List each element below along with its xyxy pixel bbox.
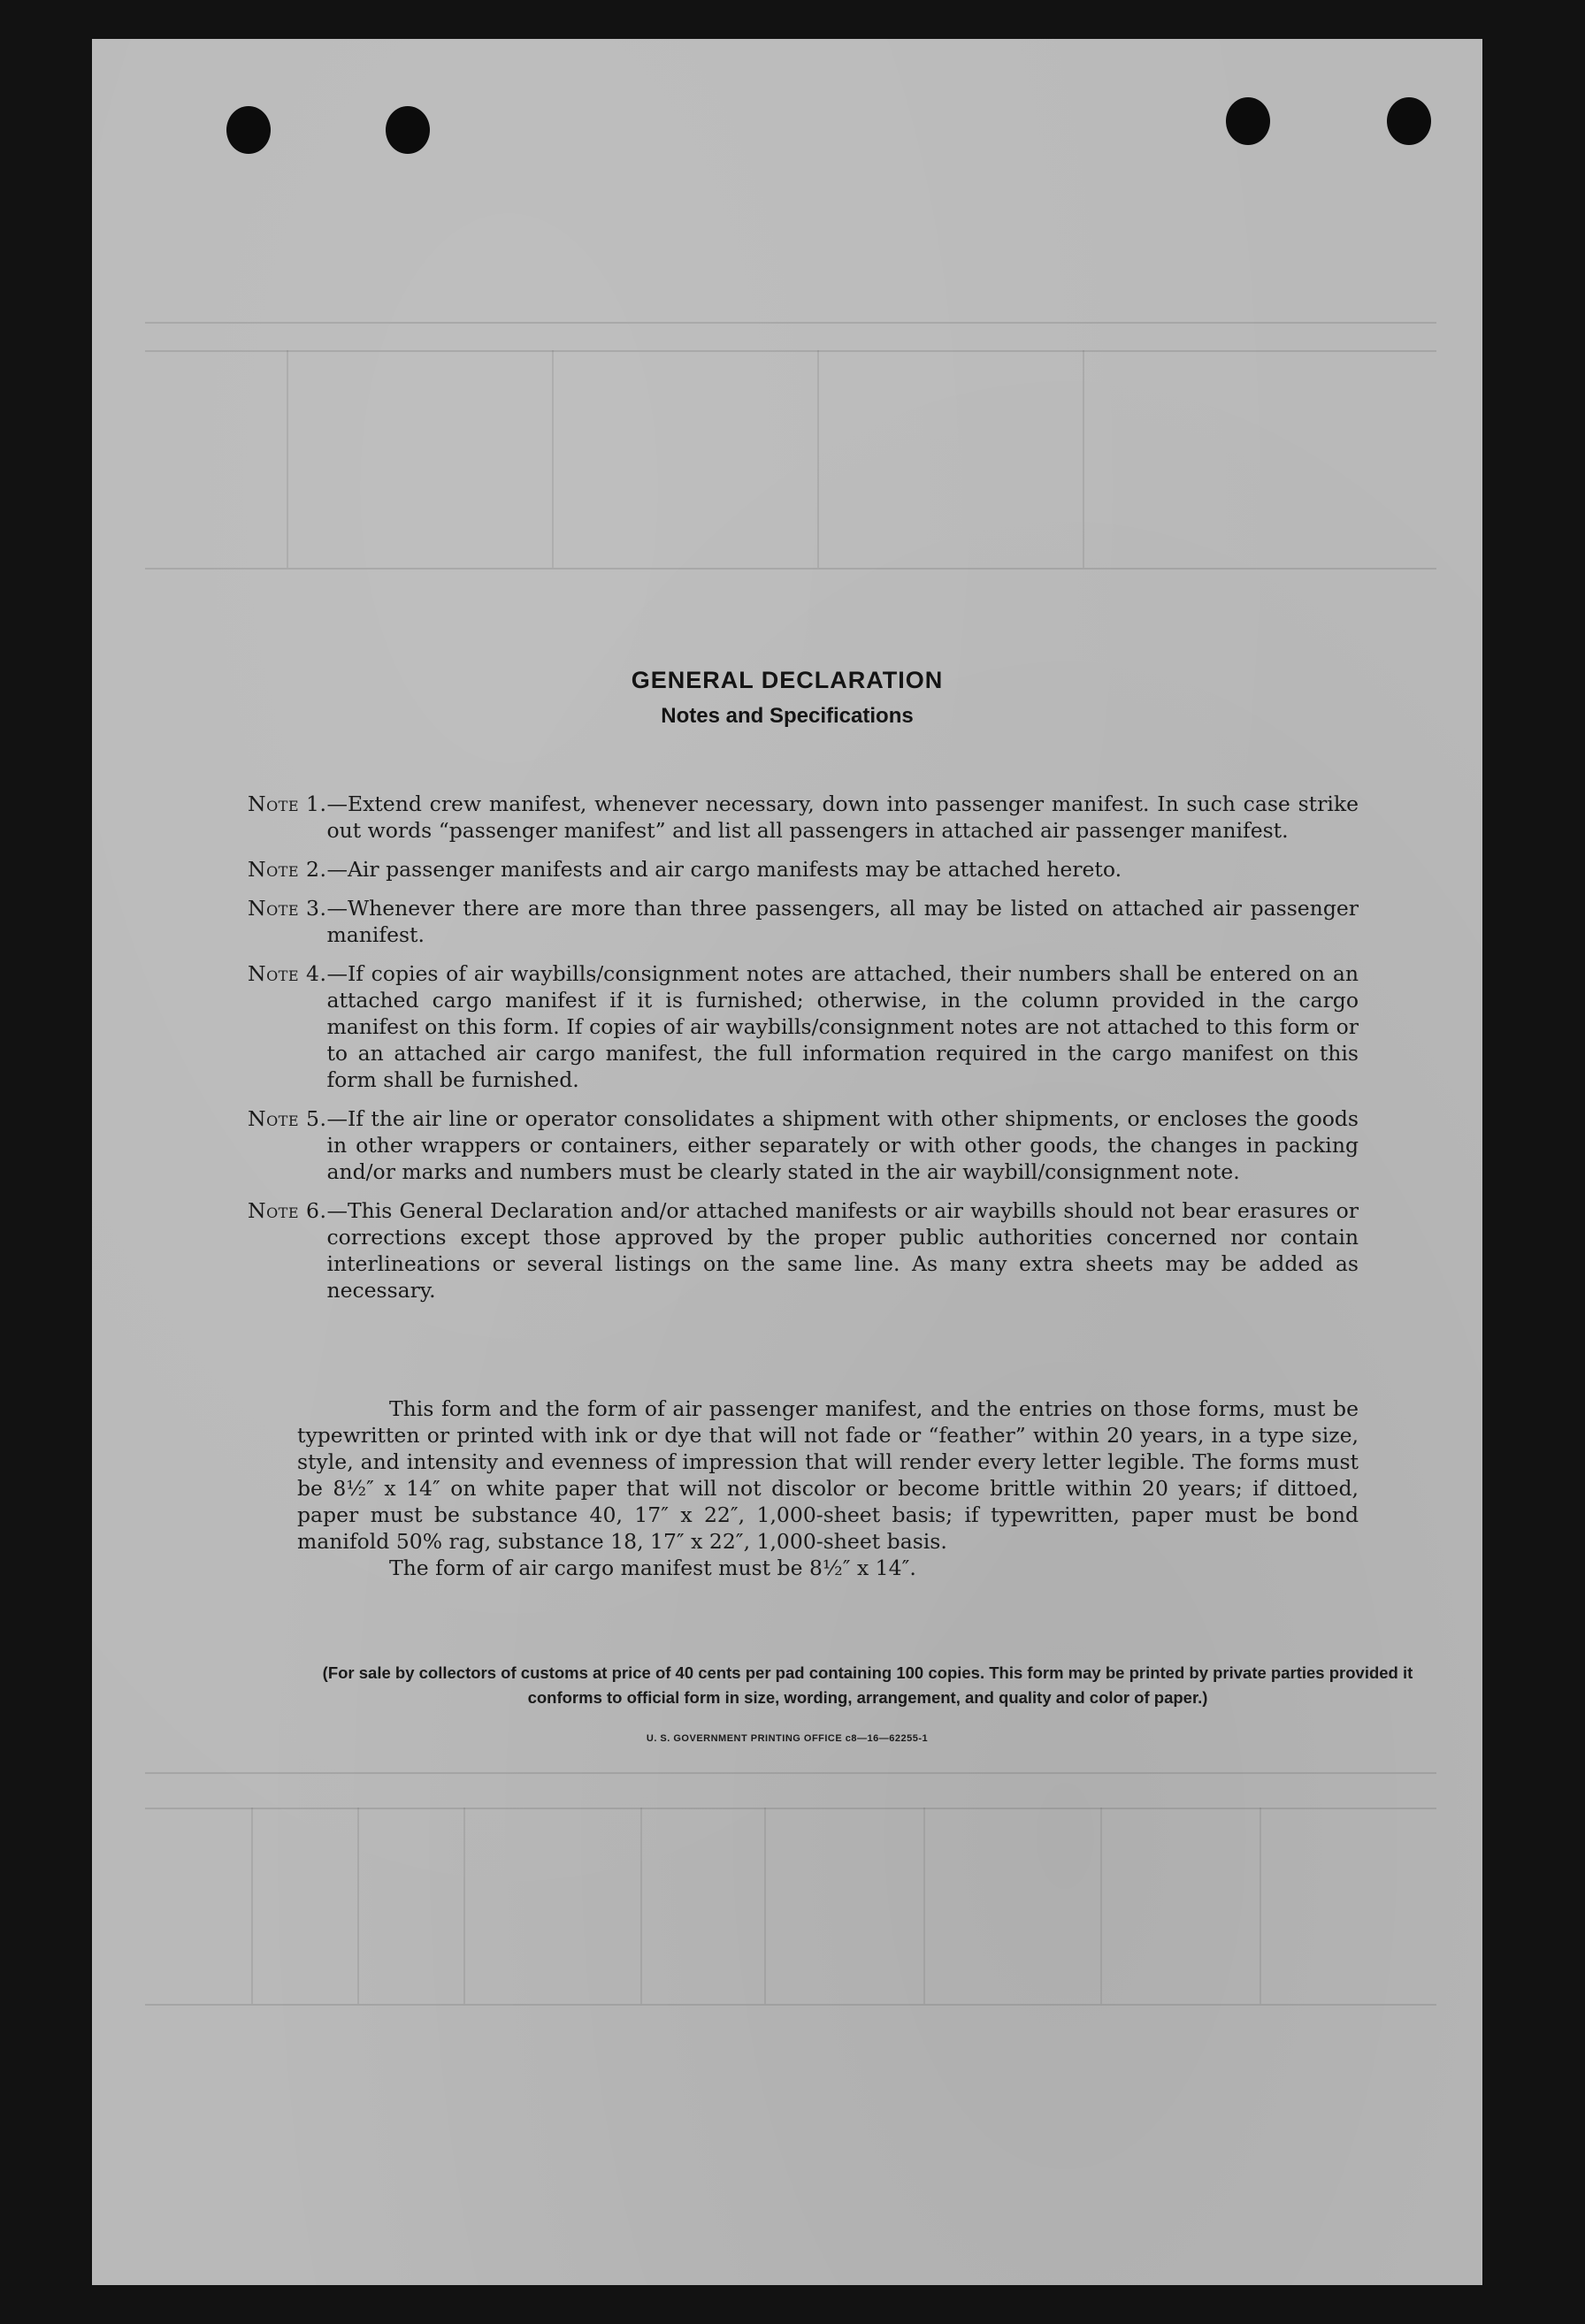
- punch-hole-left-1: [226, 106, 271, 154]
- bleed-through-rule: [463, 1808, 465, 2004]
- note-label: Note 6.: [248, 1198, 327, 1223]
- note-item: [248, 1197, 1359, 1303]
- bleed-through-rule: [145, 1808, 1436, 1809]
- note-item: [248, 895, 1359, 948]
- bleed-through-rule: [764, 1808, 766, 2004]
- punch-hole-left-2: [386, 106, 430, 154]
- bleed-through-rule: [357, 1808, 359, 2004]
- note-text: —Air passenger manifests and air cargo manifests may be attached hereto.: [326, 857, 1122, 882]
- note-text: —Whenever there are more than three passengers, all may be listed on attached air passenger manifest.: [326, 896, 1359, 947]
- bleed-through-rule: [145, 350, 1436, 352]
- bleed-through-rule: [287, 350, 288, 568]
- bleed-through-rule: [145, 1772, 1436, 1774]
- bleed-through-rule: [640, 1808, 642, 2004]
- document-page: [92, 39, 1482, 2285]
- page-subtitle: Notes and Specifications: [661, 704, 914, 728]
- page-title: GENERAL DECLARATION: [631, 667, 944, 693]
- notes-list: [248, 791, 1359, 1316]
- bleed-through-rule: [1260, 1808, 1261, 2004]
- bleed-through-rule: [923, 1808, 925, 2004]
- note-item: [248, 960, 1359, 1093]
- note-label: Note 2.: [248, 857, 327, 882]
- bleed-through-rule: [145, 2004, 1436, 2006]
- bleed-through-rule: [145, 322, 1436, 324]
- note-text: —If copies of air waybills/consignment notes are attached, their numbers shall be entered on an attached cargo manifest if it is furnished; otherwise, in the column provided in the cargo manifest on this form. If copies of air waybills/consignment notes are not attached to this form or to an attached air cargo manifest, the full information required in the cargo manifest on this form shall be furnished.: [326, 961, 1359, 1092]
- punch-hole-right-1: [1226, 97, 1270, 145]
- note-text: —Extend crew manifest, whenever necessary, down into passenger manifest. In such case strike out words “passenger manifest” and list all passengers in attached air passenger manifest.: [326, 791, 1359, 843]
- bleed-through-rule: [552, 350, 554, 568]
- note-item: [248, 1105, 1359, 1185]
- note-item: [248, 856, 1359, 883]
- note-item: [248, 791, 1359, 844]
- note-label: Note 3.: [248, 896, 327, 921]
- note-text: —This General Declaration and/or attached manifests or air waybills should not bear erasures or corrections except those approved by the proper public authorities concerned nor contain interlineations or several listings on the same line. As many extra sheets may be added as necessary.: [326, 1198, 1359, 1303]
- sale-footnote: (For sale by collectors of customs at price of 40 cents per pad containing 100 copies. This form may be printed by private parties provided it conforms to official form in size, wording, arrangement, and quality and color of paper.): [322, 1663, 1413, 1707]
- cargo-manifest-size-line: The form of air cargo manifest must be 8½″ x 14″.: [389, 1556, 916, 1580]
- printer-line: U. S. GOVERNMENT PRINTING OFFICE c8—16—62255-1: [646, 1733, 929, 1744]
- note-text: —If the air line or operator consolidates a shipment with other shipments, or encloses the goods in other wrappers or containers, either separately or with other goods, the changes in packing and/or marks and numbers must be clearly stated in the air waybill/consignment note.: [326, 1106, 1359, 1184]
- bleed-through-rule: [817, 350, 819, 568]
- bleed-through-rule: [1083, 350, 1084, 568]
- note-label: Note 4.: [248, 961, 327, 986]
- punch-hole-right-2: [1387, 97, 1431, 145]
- bleed-through-rule: [1100, 1808, 1102, 2004]
- bleed-through-rule: [145, 568, 1436, 570]
- note-label: Note 5.: [248, 1106, 327, 1131]
- specification-paragraph: This form and the form of air passenger manifest, and the entries on those forms, must be typewritten or printed with ink or dye that will not fade or “feather” within 20 years, in a type size, style, and intensity and evenness of impression that will render every letter legible. The forms must be 8½″ x 14″ on white paper that will not discolor or become brittle within 20 years; if dittoed, paper must be substance 40, 17″ x 22″, 1,000-sheet basis; if typewritten, paper must be bond manifold 50% rag, substance 18, 17″ x 22″, 1,000-sheet basis.: [297, 1396, 1359, 1554]
- note-label: Note 1.: [248, 791, 327, 816]
- bleed-through-rule: [251, 1808, 253, 2004]
